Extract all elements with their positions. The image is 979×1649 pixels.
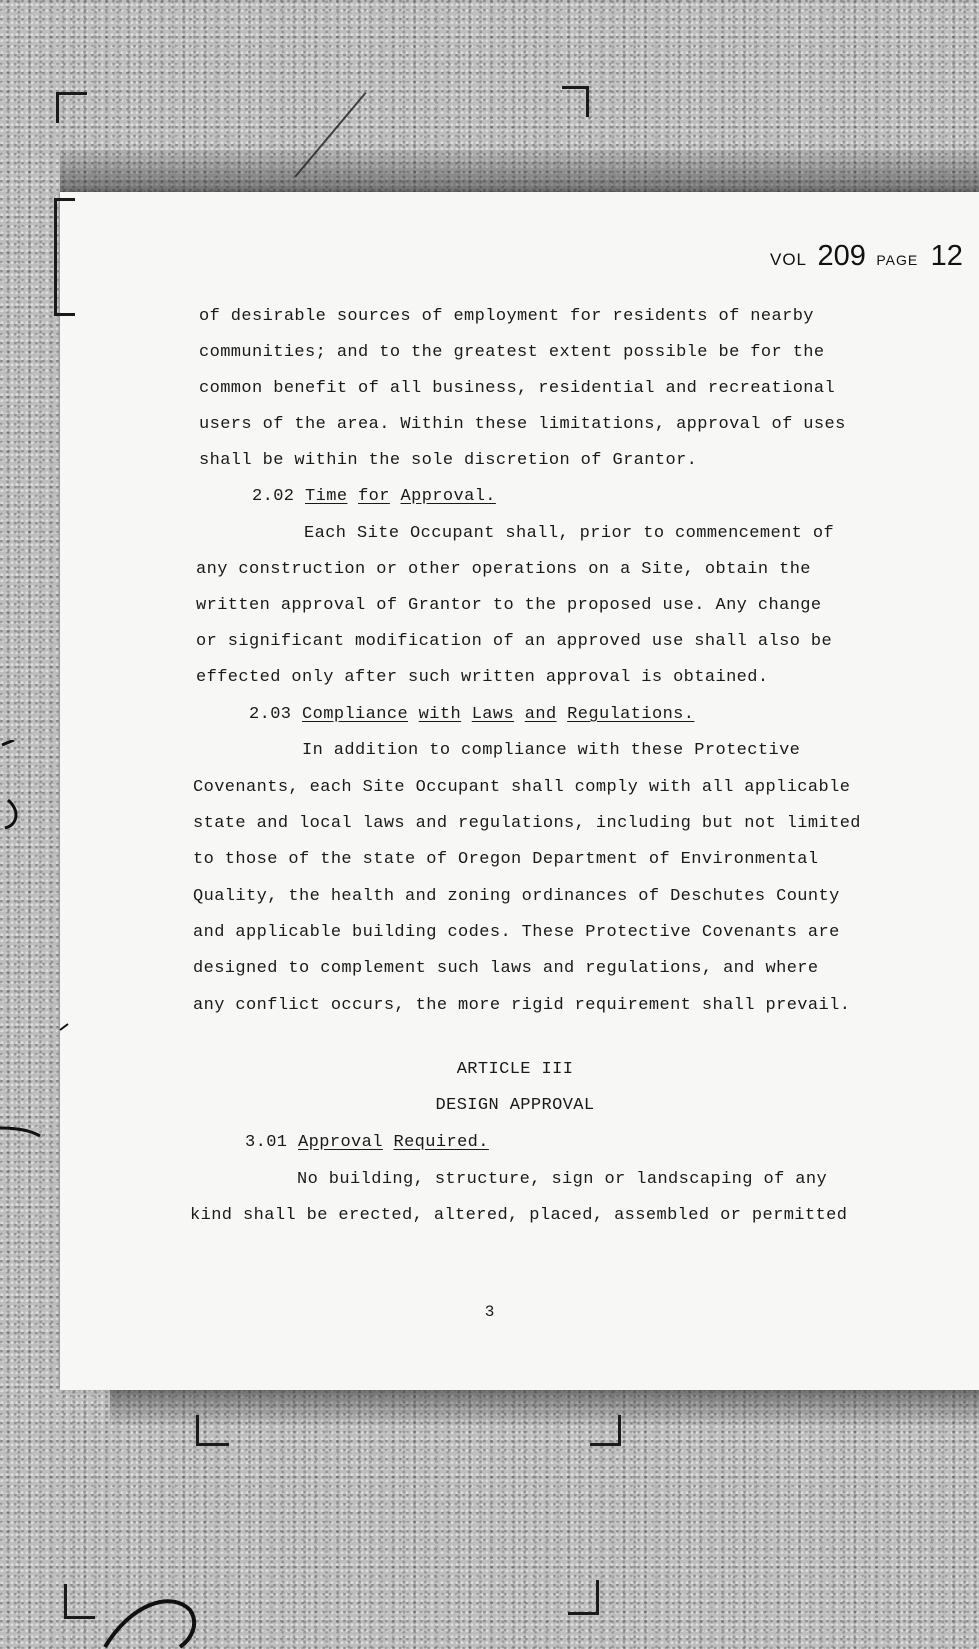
page-footer-number: 3	[484, 1303, 495, 1321]
section-heading-2-03	[249, 705, 694, 725]
section-number: 2.03	[249, 705, 292, 724]
volume-page-stamp	[770, 240, 963, 273]
crop-mark-bottom-left-outer	[64, 1584, 95, 1619]
section-title-word: Time	[305, 487, 348, 506]
text-line: common benefit of all business, residential and recreational	[199, 379, 836, 398]
page-label: PAGE	[876, 252, 919, 268]
section-title-word: Required.	[393, 1133, 489, 1152]
scan-shadow-top	[60, 150, 979, 195]
text-line: written approval of Grantor to the proposed use. Any change	[196, 596, 822, 615]
page-number-stamp: 12	[930, 240, 963, 272]
vol-label: VOL	[770, 250, 808, 269]
text-line: state and local laws and regulations, including but not limited	[193, 814, 861, 833]
crop-mark-top-right	[562, 86, 589, 117]
text-line: any conflict occurs, the more rigid requirement shall prevail.	[193, 996, 851, 1015]
article-subheading: DESIGN APPROVAL	[435, 1096, 595, 1115]
section-title-word: Regulations.	[567, 705, 695, 724]
section-title-word: and	[524, 705, 557, 724]
text-line: or significant modification of an approved use shall also be	[196, 632, 833, 651]
section-number: 2.02	[252, 487, 295, 506]
text-line: No building, structure, sign or landscaping of any	[297, 1170, 828, 1189]
article-heading: ARTICLE III	[456, 1060, 574, 1079]
text-line: of desirable sources of employment for residents of nearby	[199, 307, 814, 326]
text-line: In addition to compliance with these Protective	[302, 741, 801, 760]
text-line: users of the area. Within these limitations, approval of uses	[199, 415, 846, 434]
text-line: Covenants, each Site Occupant shall comply with all applicable	[193, 778, 851, 797]
vol-number: 209	[817, 240, 866, 272]
text-line: designed to complement such laws and regulations, and where	[193, 959, 819, 978]
text-line: communities; and to the greatest extent possible be for the	[199, 343, 825, 362]
margin-scribbles	[0, 740, 70, 1180]
section-heading-2-02	[252, 487, 496, 507]
section-title-word: Laws	[471, 705, 515, 724]
crop-mark-top-left	[56, 92, 87, 123]
section-number: 3.01	[245, 1133, 288, 1152]
section-title-word: Compliance	[302, 705, 409, 724]
text-line: to those of the state of Oregon Department of Environmental	[193, 850, 819, 869]
section-title-word: with	[418, 705, 462, 724]
text-line: any construction or other operations on a Site, obtain the	[196, 560, 811, 579]
scan-shadow-bottom	[110, 1385, 979, 1425]
crop-mark-bottom-right-inner	[590, 1415, 621, 1446]
text-line: effected only after such written approval is obtained.	[196, 668, 769, 687]
crop-mark-bottom-left-inner	[196, 1415, 229, 1446]
text-line: kind shall be erected, altered, placed, assembled or permitted	[190, 1206, 848, 1225]
text-line: Each Site Occupant shall, prior to commencement of	[304, 524, 835, 543]
text-line: shall be within the sole discretion of Grantor.	[199, 451, 698, 470]
text-line: and applicable building codes. These Protective Covenants are	[193, 923, 840, 942]
section-heading-3-01	[245, 1133, 489, 1153]
section-title-word: for	[358, 487, 390, 506]
text-line: Quality, the health and zoning ordinances of Deschutes County	[193, 887, 840, 906]
margin-scribble-bottom	[100, 1585, 210, 1649]
crop-mark-left-bracket	[54, 198, 75, 316]
section-title-word: Approval	[298, 1133, 383, 1152]
crop-mark-bottom-right-outer	[568, 1580, 599, 1615]
section-title-word: Approval.	[400, 487, 496, 506]
